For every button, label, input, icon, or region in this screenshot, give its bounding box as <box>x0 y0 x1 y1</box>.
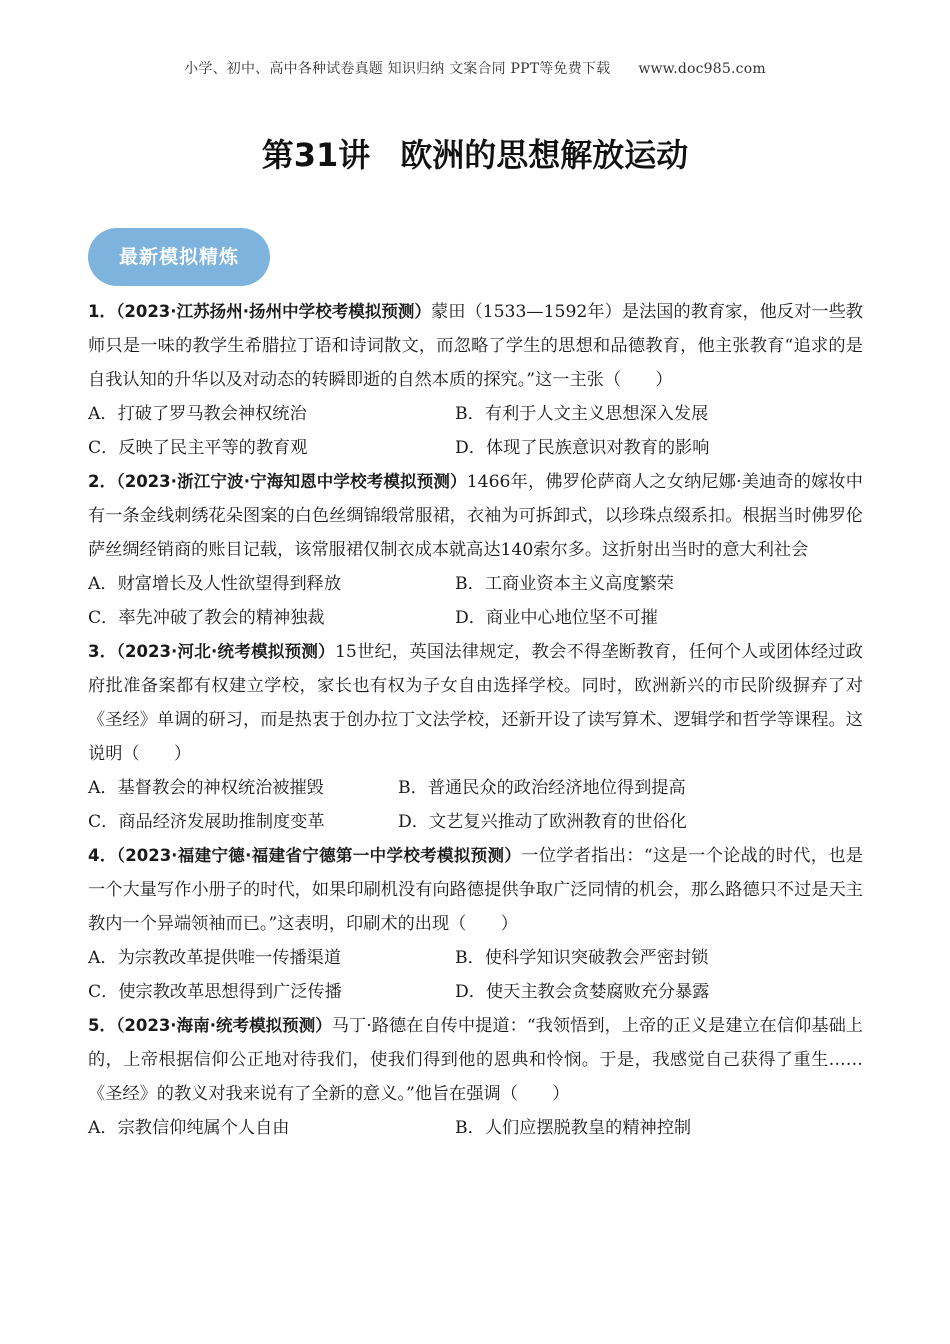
question-list <box>88 295 863 1145</box>
question-3-stem: 15世纪，英国法律规定，教会不得垄断教育，任何个人或团体经过政府批准备案都有权建立学校，家长也有权为子女自由选择学校。同时，欧洲新兴的市民阶级摒弃了对《圣经》单调的研习，而是热衷于创办拉丁文法学校，还新开设了读写算术、逻辑学和哲学等课程。这说明（ ） <box>88 642 863 764</box>
question-1-number: 1． <box>88 302 117 321</box>
question-2-option-c[interactable]: C．率先冲破了教会的精神独裁 <box>88 608 325 628</box>
question-5-stem: 马丁·路德在自传中提道：“我领悟到，上帝的正义是建立在信仰基础上的，上帝根据信仰公正地对待我们，使我们得到他的恩典和怜悯。于是，我感觉自己获得了重生……《圣经》的教义对我来说有了全新的意义。”他旨在强调（ ） <box>88 1016 863 1104</box>
question-1-option-a[interactable]: A．打破了罗马教会神权统治 <box>88 404 307 424</box>
question-1 <box>88 295 863 465</box>
question-1-option-c[interactable]: C．反映了民主平等的教育观 <box>88 438 308 458</box>
question-3-option-d[interactable]: D．文艺复兴推动了欧洲教育的世俗化 <box>398 812 687 832</box>
section-badge: 最新模拟精炼 <box>88 228 270 286</box>
page-header <box>0 58 950 78</box>
question-2-option-d[interactable]: D．商业中心地位坚不可摧 <box>455 608 658 628</box>
question-3 <box>88 635 863 839</box>
question-4-stem-line <box>88 839 863 941</box>
question-4-option-c[interactable]: C．使宗教改革思想得到广泛传播 <box>88 982 342 1002</box>
question-2-options <box>88 567 863 635</box>
question-2-number: 2． <box>88 472 117 491</box>
question-1-stem-line <box>88 295 863 397</box>
question-3-options <box>88 771 863 839</box>
question-2-option-b[interactable]: B．工商业资本主义高度繁荣 <box>455 574 674 594</box>
question-5-option-a[interactable]: A．宗教信仰纯属个人自由 <box>88 1118 290 1138</box>
question-3-number: 3． <box>88 642 117 661</box>
question-4-source: （2023·福建宁德·福建省宁德第一中学校考模拟预测） <box>116 846 522 865</box>
question-3-option-a[interactable]: A．基督教会的神权统治被摧毁 <box>88 778 324 798</box>
header-text: 小学、初中、高中各种试卷真题 知识归纳 文案合同 PPT等免费下载 <box>184 61 611 77</box>
question-3-source: （2023·河北·统考模拟预测） <box>116 642 335 661</box>
question-1-stem: 蒙田（1533—1592年）是法国的教育家，他反对一些教师只是一味的教学生希腊拉丁语和诗词散文，而忽略了学生的思想和品德教育，他主张教育“追求的是自我认知的升华以及对动态的转瞬即逝的自然本质的探究。”这一主张（ ） <box>88 302 863 390</box>
question-1-option-d[interactable]: D．体现了民族意识对教育的影响 <box>455 438 710 458</box>
question-5 <box>88 1009 863 1145</box>
question-3-option-c[interactable]: C．商品经济发展助推制度变革 <box>88 812 325 832</box>
question-2-stem: 1466年，佛罗伦萨商人之女纳尼娜·美迪奇的嫁妆中有一条金线刺绣花朵图案的白色丝绸锦缎常服裙，衣袖为可拆卸式，以珍珠点缀系扣。根据当时佛罗伦萨丝绸经销商的账目记载，该常服裙仅制衣成本就高达140索尔多。这折射出当时的意大利社会 <box>88 472 863 560</box>
question-3-option-b[interactable]: B．普通民众的政治经济地位得到提高 <box>398 778 686 798</box>
question-4-option-d[interactable]: D．使天主教会贪婪腐败充分暴露 <box>455 982 710 1002</box>
question-1-source: （2023·江苏扬州·扬州中学校考模拟预测） <box>116 302 431 321</box>
question-1-option-b[interactable]: B．有利于人文主义思想深入发展 <box>455 404 709 424</box>
question-5-number: 5． <box>88 1016 117 1035</box>
question-4-option-b[interactable]: B．使科学知识突破教会严密封锁 <box>455 948 709 968</box>
question-5-stem-line <box>88 1009 863 1111</box>
question-2-option-a[interactable]: A．财富增长及人性欲望得到释放 <box>88 574 342 594</box>
page-title <box>0 130 950 176</box>
header-url[interactable]: www.doc985.com <box>638 61 766 77</box>
question-4 <box>88 839 863 1009</box>
question-2-stem-line <box>88 465 863 567</box>
question-4-options <box>88 941 863 1009</box>
question-1-options <box>88 397 863 465</box>
question-3-stem-line <box>88 635 863 771</box>
question-5-options <box>88 1111 863 1145</box>
question-4-stem: 一位学者指出：“这是一个论战的时代，也是一个大量写作小册子的时代，如果印刷机没有向路德提供争取广泛同情的机会，那么路德只不过是天主教内一个异端领袖而已。”这表明，印刷术的出现（ ） <box>88 846 864 934</box>
title-topic: 欧洲的思想解放运动 <box>400 136 689 174</box>
question-5-source: （2023·海南·统考模拟预测） <box>116 1016 332 1035</box>
question-2-source: （2023·浙江宁波·宁海知恩中学校考模拟预测） <box>116 472 467 491</box>
question-2 <box>88 465 863 635</box>
question-4-number: 4． <box>88 846 117 865</box>
question-4-option-a[interactable]: A．为宗教改革提供唯一传播渠道 <box>88 948 342 968</box>
question-5-option-b[interactable]: B．人们应摆脱教皇的精神控制 <box>455 1118 692 1138</box>
title-lecture: 第31讲 <box>261 136 371 174</box>
